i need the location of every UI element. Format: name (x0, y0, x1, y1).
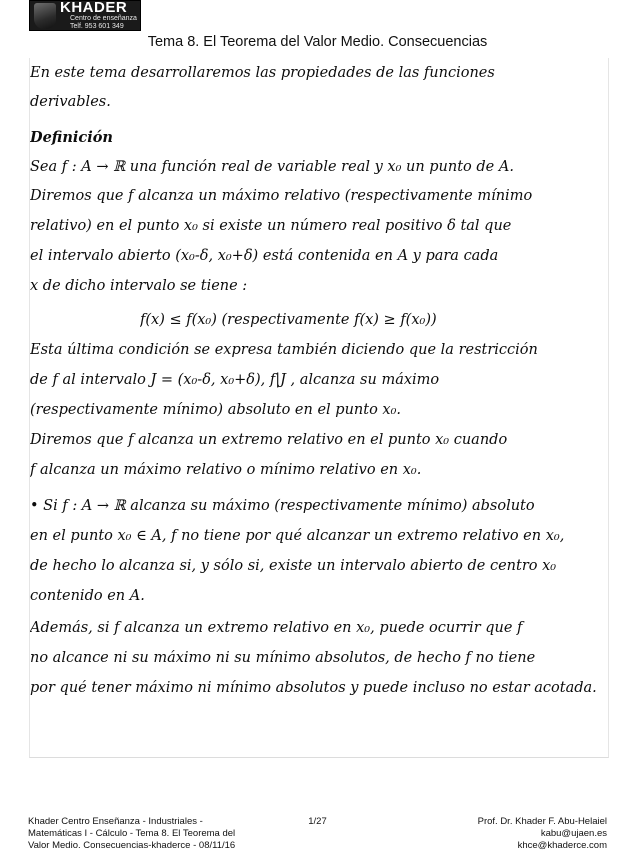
logo-subtitle: Centro de enseñanza (70, 15, 137, 22)
footer-right (387, 816, 607, 852)
text-line: de f al intervalo J = (x₀-δ, x₀+δ), f|J , alcanza su máximo (30, 372, 440, 388)
text-line: x de dicho intervalo se tiene : (30, 278, 248, 294)
author-name: Prof. Dr. Khader F. Abu-Helaiel (477, 816, 607, 827)
logo-brand: KHADER (60, 0, 128, 16)
center-email[interactable]: khce@khaderce.com (517, 840, 607, 851)
footer-left-line: Khader Centro Enseñanza - Industriales - (28, 816, 203, 827)
formula-line: f(x) ≤ f(x₀) (respectivamente f(x) ≥ f(x₀)) (140, 312, 437, 328)
text-line: Esta última condición se expresa también diciendo que la restricción (30, 342, 538, 358)
page-number: 1/27 (308, 816, 327, 827)
text-line: de hecho lo alcanza si, y sólo si, existe un intervalo abierto de centro x₀ (30, 558, 557, 574)
text-line: en el punto x₀ ∈ A, f no tiene por qué alcanzar un extremo relativo en x₀, (30, 528, 565, 544)
text-line: f alcanza un máximo relativo o mínimo relativo en x₀. (30, 462, 422, 478)
text-line: por qué tener máximo ni mínimo absolutos y puede incluso no estar acotada. (30, 680, 597, 696)
footer-left-line: Valor Medio. Consecuencias-khaderce - 08/11/16 (28, 840, 236, 851)
text-line: Además, si f alcanza un extremo relativo en x₀, puede ocurrir que f (30, 620, 523, 636)
text-line: relativo) en el punto x₀ si existe un número real positivo δ tal que (30, 218, 512, 234)
section-heading: Definición (30, 129, 113, 146)
text-line: Diremos que f alcanza un máximo relativo (respectivamente mínimo (30, 188, 533, 204)
handwritten-page (29, 58, 609, 758)
logo-phone: Telf. 953 601 349 (70, 23, 124, 30)
khader-logo (29, 0, 141, 31)
page-title: Tema 8. El Teorema del Valor Medio. Consecuencias (147, 34, 488, 50)
text-line: no alcance ni su máximo ni su mínimo absolutos, de hecho f no tiene (30, 650, 536, 666)
text-line: (respectivamente mínimo) absoluto en el punto x₀. (30, 402, 402, 418)
text-line: Sea f : A → ℝ una función real de variable real y x₀ un punto de A. (30, 159, 514, 175)
text-line: derivables. (30, 94, 111, 110)
text-line: Diremos que f alcanza un extremo relativo en el punto x₀ cuando (30, 432, 508, 448)
text-line: contenido en A. (30, 588, 145, 604)
text-line: • Si f : A → ℝ alcanza su máximo (respectivamente mínimo) absoluto (30, 498, 535, 514)
footer-left-line: Matemáticas I - Cálculo - Tema 8. El Teorema del (28, 828, 236, 839)
text-line: En este tema desarrollaremos las propiedades de las funciones (30, 65, 495, 81)
author-email[interactable]: kabu@ujaen.es (540, 828, 607, 839)
text-line: el intervalo abierto (x₀-δ, x₀+δ) está contenida en A y para cada (30, 248, 499, 264)
logo-emblem-icon (34, 3, 56, 29)
